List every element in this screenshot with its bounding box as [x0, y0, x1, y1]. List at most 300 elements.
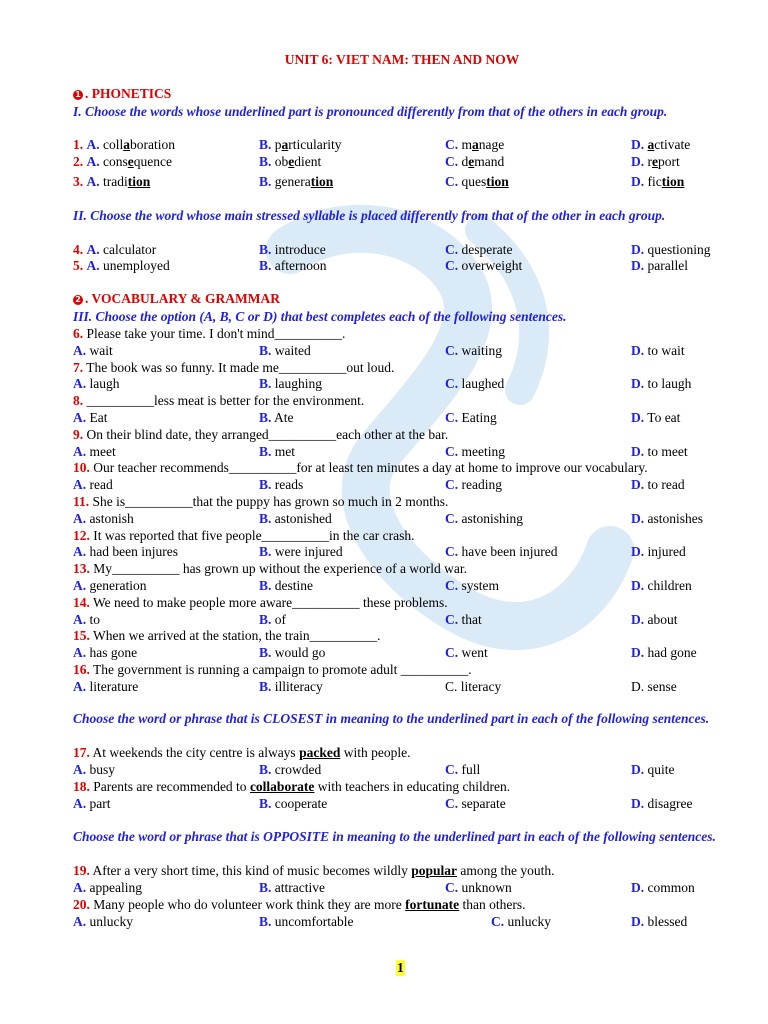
underlined-word: collaborate	[249, 779, 315, 794]
instruction-2: II. Choose the word whose main stressed syllable is placed differently from that of the other in each group.	[73, 208, 666, 223]
option-d	[631, 153, 680, 170]
option-text: D. sense	[631, 678, 677, 694]
question-text: Please take your time. I don't mind__________.	[83, 326, 346, 341]
instruction-opposite: Choose the word or phrase that is OPPOSITE in meaning to the underlined part in each of the following sentences.	[73, 829, 716, 844]
section-label: . VOCABULARY & GRAMMAR	[85, 291, 280, 306]
option-letter: A.	[73, 762, 87, 777]
option-text: C. literacy	[445, 678, 502, 694]
option-letter: C.	[445, 796, 459, 811]
option-text: laughed	[461, 376, 505, 392]
option-a	[73, 241, 156, 258]
option-letter: C.	[445, 376, 459, 392]
option-text: about	[647, 611, 678, 627]
section-phonetics-heading	[73, 86, 171, 102]
question-stem	[73, 560, 753, 577]
question-text: When we arrived at the station, the train__________.	[89, 628, 381, 644]
option-a	[73, 543, 178, 560]
option-text: busy	[89, 762, 116, 777]
word-part: rticularity	[288, 137, 342, 152]
option-letter: C.	[445, 645, 459, 661]
option-text: meeting	[461, 443, 505, 459]
question-text: with people.	[340, 745, 411, 760]
option-b	[259, 409, 294, 426]
question-stem	[73, 661, 753, 678]
option-letter: A.	[73, 678, 87, 694]
option-letter: C.	[445, 762, 459, 777]
option-letter: D.	[631, 645, 645, 661]
underlined-part: e	[652, 154, 658, 169]
question-text: We need to make people more aware__________ these problems.	[89, 594, 448, 610]
question-stem	[73, 594, 753, 611]
option-letter: A.	[86, 242, 100, 257]
option-d	[631, 644, 697, 661]
question-number: 16.	[73, 662, 90, 677]
option-text: had gone	[647, 645, 697, 661]
option-b	[259, 257, 327, 274]
option-c	[445, 342, 502, 359]
option-d	[631, 678, 677, 695]
option-letter: B.	[259, 645, 272, 661]
question-text: On their blind date, they arranged__________each other at the bar.	[83, 426, 449, 442]
option-text: astonish	[89, 510, 134, 526]
instruction-3: III. Choose the option (A, B, C or D) that best completes each of the following sentences.	[73, 309, 567, 324]
option-text: overweight	[461, 258, 523, 273]
question-number: 4.	[73, 242, 84, 257]
question-stem	[73, 392, 753, 409]
underlined-word: fortunate	[405, 897, 460, 912]
question-stem	[73, 627, 753, 644]
word-part: d	[461, 154, 469, 169]
option-letter: A.	[73, 510, 87, 526]
option-text: read	[89, 477, 113, 493]
option-text: calculator	[103, 242, 157, 257]
underlined-part: e	[288, 154, 295, 169]
option-letter: C.	[445, 342, 459, 358]
option-text: destine	[274, 578, 314, 593]
option-a	[73, 173, 150, 190]
option-a	[73, 342, 113, 359]
question-number: 7.	[73, 359, 84, 375]
question-number: 17.	[73, 745, 90, 760]
option-letter: B.	[259, 137, 272, 152]
question-number: 8.	[73, 393, 84, 409]
option-b	[259, 611, 286, 628]
word-part: cons	[103, 154, 128, 169]
option-text: unknown	[461, 880, 512, 895]
word-part: genera	[274, 174, 311, 189]
option-letter: D.	[631, 137, 645, 152]
option-c	[445, 510, 523, 527]
question-text: __________less meat is better for the environment.	[83, 393, 365, 409]
option-letter: D.	[631, 342, 645, 358]
option-text: reads	[274, 477, 304, 493]
option-d	[631, 257, 688, 274]
option-letter: A.	[73, 342, 87, 358]
word-part: dient	[294, 154, 322, 169]
question-stem	[73, 778, 753, 795]
option-letter: B.	[259, 258, 272, 273]
option-c	[445, 375, 504, 392]
question-number: 5.	[73, 258, 84, 273]
question-number: 11.	[73, 494, 90, 509]
option-letter: D.	[631, 443, 645, 459]
question-number: 18.	[73, 779, 90, 794]
option-letter: D.	[631, 154, 645, 169]
option-a	[73, 409, 108, 426]
option-letter: D.	[631, 242, 645, 257]
option-text: wait	[89, 342, 113, 358]
option-text: has gone	[89, 645, 138, 661]
option-text: children	[647, 578, 692, 593]
section-number-badge: 1	[73, 90, 83, 100]
option-text: desperate	[461, 242, 513, 257]
option-letter: B.	[259, 678, 272, 694]
option-text: waiting	[461, 342, 502, 358]
option-text: common	[647, 880, 695, 895]
option-text: Eat	[89, 410, 108, 425]
option-letter: C.	[445, 578, 459, 593]
option-letter: B.	[259, 174, 272, 189]
question-number: 3.	[73, 174, 84, 189]
option-letter: A.	[86, 258, 100, 273]
underlined-part: a	[123, 137, 130, 152]
section-label: . PHONETICS	[85, 86, 172, 101]
option-text: part	[89, 796, 111, 811]
question-number: 9.	[73, 426, 84, 442]
underlined-part: a	[472, 137, 479, 152]
option-letter: D.	[631, 544, 645, 560]
option-d	[631, 761, 675, 778]
word-part: mand	[474, 154, 505, 169]
question-text: My__________ has grown up without the experience of a world war.	[89, 561, 468, 577]
option-letter: C.	[445, 477, 459, 493]
option-letter: C.	[445, 880, 459, 895]
option-c	[445, 443, 505, 460]
option-text: appealing	[89, 880, 142, 895]
option-letter: B.	[259, 762, 272, 777]
option-text: disagree	[647, 796, 693, 811]
underlined-part: tion	[310, 174, 334, 189]
question-text: than others.	[459, 897, 526, 912]
question-number: 14.	[73, 594, 90, 610]
option-text: uncomfortable	[274, 914, 354, 929]
option-text: parallel	[647, 258, 688, 273]
option-text: To eat	[647, 410, 681, 425]
option-a	[73, 644, 137, 661]
question-stem	[73, 493, 753, 510]
page-number: 1	[397, 960, 404, 975]
section-vocabulary-heading	[73, 291, 280, 307]
option-letter: A.	[73, 645, 87, 661]
option-a	[73, 678, 138, 695]
option-c	[445, 795, 506, 812]
option-text: afternoon	[274, 258, 327, 273]
question-number: 12.	[73, 527, 90, 543]
option-b	[259, 136, 342, 153]
question-stem	[73, 862, 753, 879]
option-a	[73, 136, 175, 153]
option-letter: C.	[445, 174, 459, 189]
option-a	[73, 795, 111, 812]
option-text: to meet	[647, 443, 688, 459]
option-text: were injured	[274, 544, 343, 560]
option-a	[73, 375, 120, 392]
word-part: p	[274, 137, 282, 152]
option-letter: D.	[631, 376, 645, 392]
option-text: illiteracy	[274, 678, 323, 694]
option-text: waited	[274, 342, 311, 358]
instruction-closest: Choose the word or phrase that is CLOSEST in meaning to the underlined part in each of the following sentences.	[73, 711, 710, 726]
option-d	[631, 795, 692, 812]
option-letter: B.	[259, 510, 272, 526]
option-letter: B.	[259, 242, 272, 257]
option-c	[445, 136, 504, 153]
option-text: literature	[89, 678, 139, 694]
option-text: unlucky	[89, 914, 133, 929]
option-text: cooperate	[274, 796, 328, 811]
option-text: to read	[647, 477, 685, 493]
option-letter: B.	[259, 880, 272, 895]
option-a	[73, 257, 170, 274]
option-letter: B.	[259, 611, 272, 627]
option-text: to laugh	[647, 376, 692, 392]
option-letter: D.	[631, 477, 645, 493]
question-text: Parents are recommended to	[89, 779, 250, 794]
option-letter: B.	[259, 914, 272, 929]
option-b	[259, 879, 325, 896]
option-letter: A.	[73, 914, 87, 929]
option-d	[631, 476, 685, 493]
question-stem	[73, 426, 753, 443]
option-b	[259, 342, 311, 359]
option-a	[73, 510, 134, 527]
option-text: crowded	[274, 762, 322, 777]
underlined-part: a	[647, 137, 655, 152]
option-d	[631, 409, 680, 426]
option-letter: A.	[73, 477, 87, 493]
option-c	[491, 913, 551, 930]
question-text: with teachers in educating children.	[314, 779, 511, 794]
option-text: injured	[647, 544, 686, 560]
option-letter: A.	[86, 154, 100, 169]
underlined-part: tion	[127, 174, 151, 189]
question-text: It was reported that five people__________in the car crash.	[89, 527, 415, 543]
option-b	[259, 510, 332, 527]
word-part: ctivate	[654, 137, 691, 152]
option-c	[445, 644, 488, 661]
option-letter: A.	[73, 611, 87, 627]
option-letter: A.	[86, 137, 100, 152]
option-d	[631, 543, 686, 560]
option-letter: C.	[445, 242, 459, 257]
option-d	[631, 241, 711, 258]
option-letter: C.	[445, 137, 459, 152]
option-c	[445, 543, 557, 560]
option-b	[259, 761, 321, 778]
option-text: separate	[461, 796, 506, 811]
option-letter: C.	[445, 544, 459, 560]
option-d	[631, 577, 692, 594]
question-number: 20.	[73, 897, 90, 912]
word-part: tradi	[103, 174, 128, 189]
question-number: 13.	[73, 561, 90, 577]
option-letter: C.	[445, 410, 459, 425]
option-letter: B.	[259, 578, 272, 593]
option-letter: C.	[445, 443, 459, 459]
option-text: have been injured	[461, 544, 558, 560]
question-number: 19.	[73, 863, 90, 878]
underlined-part: a	[281, 137, 289, 152]
option-letter: D.	[631, 258, 645, 273]
option-b	[259, 375, 322, 392]
word-part: coll	[103, 137, 124, 152]
option-a	[73, 611, 100, 628]
option-a	[73, 879, 142, 896]
option-b	[259, 241, 326, 258]
question-number: 10.	[73, 460, 90, 476]
question-text: At weekends the city centre is always	[89, 745, 300, 760]
word-part: boration	[130, 137, 175, 152]
option-letter: A.	[73, 544, 87, 560]
question-number: 15.	[73, 628, 90, 644]
option-b	[259, 476, 303, 493]
underlined-part: tion	[661, 174, 685, 189]
option-a	[73, 153, 172, 170]
option-text: of	[274, 611, 287, 627]
option-letter: B.	[259, 443, 272, 459]
option-letter: A.	[73, 443, 87, 459]
underlined-part: tion	[486, 174, 509, 189]
option-c	[445, 257, 522, 274]
option-letter: C.	[491, 914, 505, 929]
question-stem	[73, 896, 753, 913]
option-b	[259, 913, 354, 930]
option-text: laugh	[89, 376, 120, 392]
question-stem	[73, 744, 753, 761]
question-text: After a very short time, this kind of music becomes wildly	[89, 863, 412, 878]
question-stem	[73, 527, 753, 544]
option-text: questioning	[647, 242, 711, 257]
option-text: meet	[89, 443, 116, 459]
option-letter: B.	[259, 796, 272, 811]
option-letter: C.	[445, 154, 459, 169]
option-text: quite	[647, 762, 675, 777]
option-text: reading	[461, 477, 502, 493]
question-number: 6.	[73, 326, 84, 341]
word-part: ob	[274, 154, 289, 169]
option-text: that	[461, 611, 482, 627]
option-d	[631, 342, 685, 359]
word-part: ques	[461, 174, 487, 189]
question-stem	[73, 359, 753, 376]
option-letter: D.	[631, 174, 645, 189]
option-text: to	[89, 611, 101, 627]
option-b	[259, 153, 321, 170]
option-a	[73, 577, 146, 594]
option-text: unemployed	[103, 258, 170, 273]
option-letter: D.	[631, 611, 645, 627]
option-text: unlucky	[507, 914, 551, 929]
question-text: The book was so funny. It made me__________out loud.	[83, 359, 395, 375]
option-a	[73, 913, 133, 930]
option-c	[445, 879, 512, 896]
option-c	[445, 173, 509, 190]
option-text: to wait	[647, 342, 685, 358]
option-letter: C.	[445, 611, 459, 627]
option-letter: D.	[631, 796, 645, 811]
option-c	[445, 409, 497, 426]
option-text: system	[461, 578, 500, 593]
question-text: Many people who do volunteer work think they are more	[89, 897, 406, 912]
option-letter: B.	[259, 544, 272, 560]
option-letter: B.	[259, 342, 272, 358]
option-text: Eating	[461, 410, 497, 425]
underlined-word: packed	[299, 745, 341, 760]
option-d	[631, 136, 690, 153]
option-c	[445, 577, 499, 594]
option-b	[259, 678, 323, 695]
option-d	[631, 510, 703, 527]
option-letter: B.	[259, 154, 272, 169]
word-part: r	[647, 154, 652, 169]
option-text: generation	[89, 578, 147, 593]
option-text: astonishes	[647, 510, 703, 526]
word-part: port	[658, 154, 680, 169]
option-c	[445, 153, 504, 170]
option-c	[445, 611, 482, 628]
option-c	[445, 761, 480, 778]
option-d	[631, 443, 688, 460]
question-text: She is__________that the puppy has grown so much in 2 months.	[89, 494, 449, 509]
option-letter: A.	[73, 578, 87, 593]
option-b	[259, 644, 325, 661]
underlined-part: e	[127, 154, 134, 169]
option-d	[631, 611, 678, 628]
option-text: had been injures	[89, 544, 178, 560]
option-c	[445, 241, 512, 258]
instruction-1: I. Choose the words whose underlined part is pronounced differently from that of the others in each group.	[73, 104, 668, 119]
option-a	[73, 443, 116, 460]
option-d	[631, 375, 691, 392]
option-text: attractive	[274, 880, 325, 895]
option-d	[631, 173, 684, 190]
question-text: The government is running a campaign to promote adult __________.	[89, 662, 472, 677]
option-letter: D.	[631, 410, 645, 425]
option-text: introduce	[274, 242, 326, 257]
word-part: quence	[133, 154, 172, 169]
word-part: nage	[478, 137, 505, 152]
option-b	[259, 795, 327, 812]
option-text: astonished	[274, 510, 332, 526]
underlined-word: popular	[411, 863, 457, 878]
option-letter: A.	[73, 376, 87, 392]
option-letter: B.	[259, 410, 272, 425]
option-text: astonishing	[461, 510, 524, 526]
word-part: fic	[647, 174, 662, 189]
option-letter: A.	[73, 796, 87, 811]
option-c	[445, 476, 502, 493]
page-title: UNIT 6: VIET NAM: THEN AND NOW	[284, 52, 520, 67]
option-text: would go	[274, 645, 326, 661]
question-text: Our teacher recommends__________for at least ten minutes a day at home to improve our vocabulary.	[89, 460, 648, 476]
section-number-badge: 2	[73, 295, 83, 305]
option-b	[259, 443, 295, 460]
option-text: went	[461, 645, 488, 661]
option-letter: C.	[445, 510, 459, 526]
option-letter: D.	[631, 510, 645, 526]
option-d	[631, 879, 695, 896]
option-c	[445, 678, 501, 695]
